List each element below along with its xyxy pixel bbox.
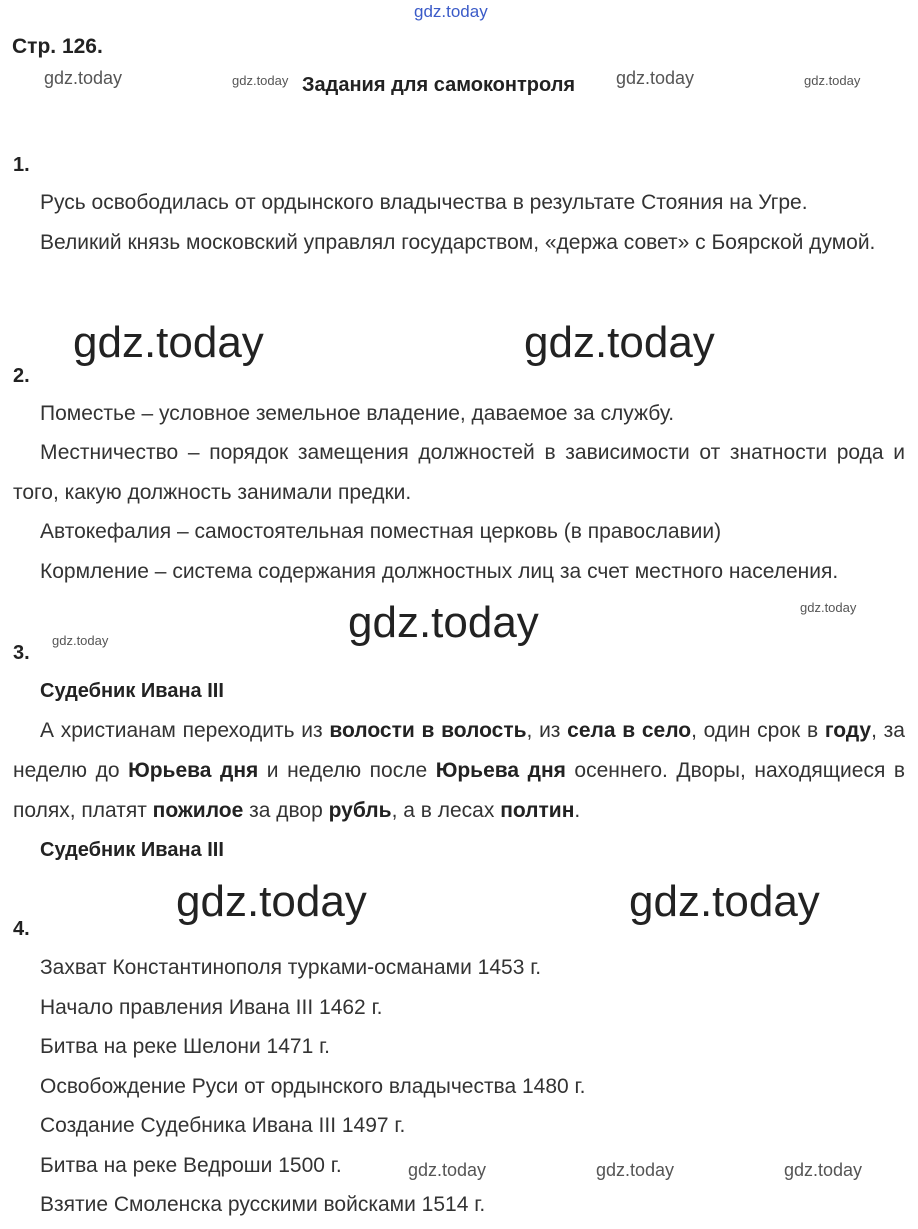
section-number: 3. xyxy=(13,642,30,664)
timeline-event: Начало правления Ивана III 1462 г. xyxy=(40,996,383,1019)
watermark-top: gdz.today xyxy=(414,2,488,21)
watermark: gdz.today xyxy=(784,1160,863,1180)
source-quote: А христианам переходить из волости в волость, из села в село, один срок в году, за неделю до Юрьева дня и неделю после Юрьева дня осеннего. Дворы, находящиеся в полях, платят пожилое за двор рубль, а в лесах полтин. xyxy=(13,719,906,822)
watermark: gdz.today xyxy=(232,73,289,88)
page-title: Задания для самоконтроля xyxy=(302,74,576,96)
term-definition: Автокефалия – самостоятельная поместная церковь (в православии) xyxy=(40,520,722,543)
watermark: gdz.today xyxy=(524,318,715,367)
timeline-event: Освобождение Руси от ордынского владычества 1480 г. xyxy=(40,1075,586,1098)
watermark: gdz.today xyxy=(804,73,861,88)
watermark: gdz.today xyxy=(52,633,109,648)
page-label: Стр. 126. xyxy=(12,35,103,58)
watermark: gdz.today xyxy=(596,1160,675,1180)
timeline-event: Битва на реке Ведроши 1500 г. xyxy=(40,1154,342,1177)
answer-paragraph: Великий князь московский управлял государством, «держа совет» с Боярской думой. xyxy=(40,231,876,254)
watermark: gdz.today xyxy=(629,877,820,926)
term-definition: Местничество – порядок замещения должностей в зависимости от знатности рода и того, какую должность занимали предки. xyxy=(13,441,905,504)
watermark: gdz.today xyxy=(73,318,264,367)
term-definition: Кормление – система содержания должностных лиц за счет местного населения. xyxy=(40,560,839,583)
section-number: 2. xyxy=(13,365,30,387)
timeline-event: Битва на реке Шелони 1471 г. xyxy=(40,1035,331,1058)
timeline-event: Создание Судебника Ивана III 1497 г. xyxy=(40,1114,406,1137)
watermark: gdz.today xyxy=(176,877,367,926)
watermark: gdz.today xyxy=(44,68,123,88)
source-heading: Судебник Ивана III xyxy=(40,680,224,702)
section-number: 1. xyxy=(13,154,30,176)
watermark: gdz.today xyxy=(348,598,539,647)
answer-paragraph: Русь освободилась от ордынского владычества в результате Стояния на Угре. xyxy=(40,191,808,214)
watermark: gdz.today xyxy=(408,1160,487,1180)
source-heading: Судебник Ивана III xyxy=(40,839,224,861)
timeline-event: Захват Константинополя турками-османами 1453 г. xyxy=(40,956,542,979)
term-definition: Поместье – условное земельное владение, даваемое за службу. xyxy=(40,402,675,425)
watermark: gdz.today xyxy=(616,68,695,88)
section-number: 4. xyxy=(13,918,30,940)
watermark: gdz.today xyxy=(800,600,857,615)
timeline-event: Взятие Смоленска русскими войсками 1514 г. xyxy=(40,1193,486,1216)
